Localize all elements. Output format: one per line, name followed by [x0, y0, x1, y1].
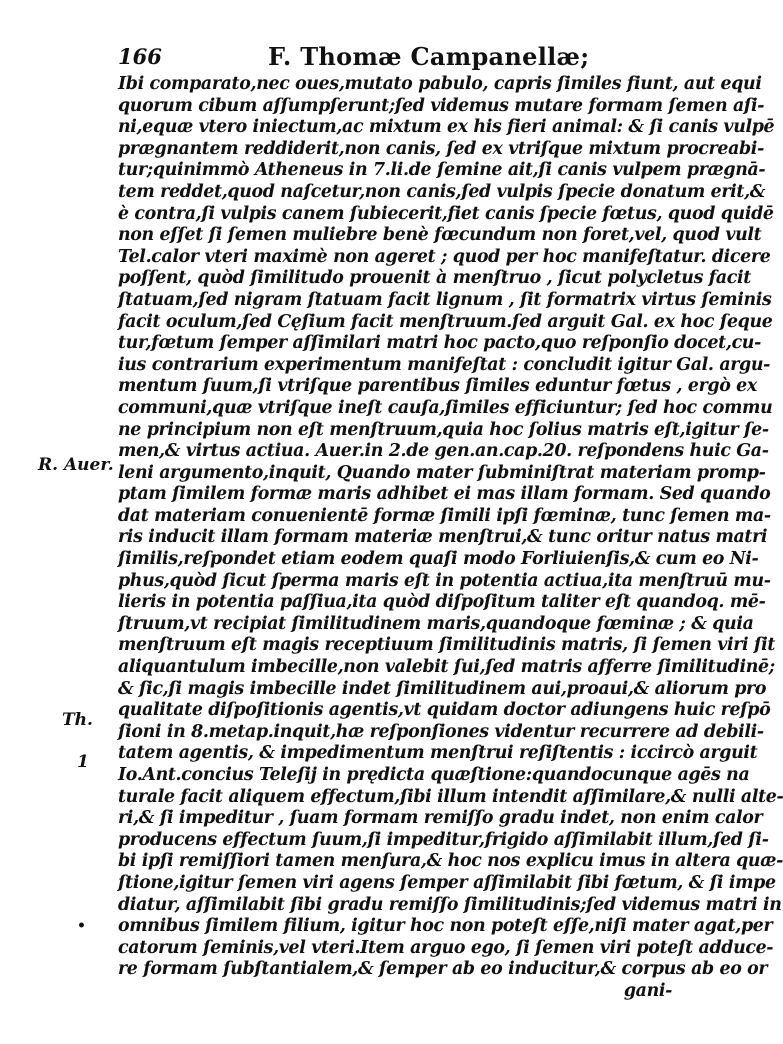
text-line: ſtione,igitur ſemen viri agens ſemper aſſimilabit ſibi fœtum, & ſi impe	[118, 872, 776, 893]
page-number: 166	[118, 44, 162, 69]
text-line: non eſſet ſi ſemen muliebre benè fœcundum non foret,vel, quod vult	[118, 225, 762, 246]
text-line: omnibus ſimilem filium, igitur hoc non poteſt eſſe,niſi mater agat,per	[118, 916, 773, 937]
text-line: tur;quinimmò Atheneus in 7.li.de ſemine ait,ſi canis vulpem prægnā-	[118, 160, 766, 181]
text-line: communi,quæ vtriſque ineſt cauſa,ſimiles efficiuntur; ſed hoc commu	[118, 397, 773, 418]
text-line: diatur, aſſimilabit ſibi gradu remiſſo ſimilitudinis;ſed videmus matri in	[118, 894, 782, 915]
text-line: ſimilis,reſpondet etiam eodem quaſi modo Forliuienſis,& cum eo Ni-	[118, 549, 759, 570]
running-head: F. Thomæ Campanellæ;	[268, 42, 590, 71]
text-line: poſſent, quòd ſimilitudo prouenit à menſtruo , ſicut polycletus facit	[118, 268, 751, 289]
catchword: gani-	[623, 980, 672, 1001]
text-line: quorum cibum aſſumpſerunt;ſed videmus mutare formam ſemen aſi-	[118, 95, 765, 116]
text-line: ptam ſimilem formæ maris adhibet ei mas illam formam. Sed quando	[118, 484, 771, 505]
text-line: ne principium non eſt menſtruum,quia hoc ſolius matris eſt,igitur ſe-	[118, 419, 769, 440]
text-line: tem reddet,quod naſcetur,non canis,ſed vulpis ſpecie donatum erit,&	[118, 181, 766, 202]
body-text	[118, 74, 783, 1003]
text-line: è contra,ſi vulpis canem ſubiecerit,fiet canis ſpecie fœtus, quod quidē	[118, 203, 774, 224]
text-line: facit oculum,ſed Cęſium facit menſtruum.ſed arguit Gal. ex hoc ſeque	[118, 311, 773, 332]
text-line: turale facit aliquem effectum,ſibi illum intendit aſſimilare,& nulli alte-	[118, 786, 783, 807]
text-line: dat materiam conuenientē formæ ſimili ipſi fœminæ, tunc ſemen ma-	[118, 505, 771, 526]
text-line: re formam ſubſtantialem,& ſemper ab eo inducitur,& corpus ab eo or	[118, 959, 768, 980]
margin-note-dot: •	[77, 918, 86, 934]
margin-note-auer: R. Auer.	[38, 455, 114, 475]
text-line: prægnantem reddiderit,non canis, ſed ex vtriſque mixtum procreabi-	[118, 138, 764, 159]
text-line: phus,quòd ſicut ſperma maris eſt in potentia actiua,ita menſtruū mu-	[118, 570, 771, 591]
text-line: ri,& ſi impeditur , ſuam formam remiſſo gradu indet, non enim calor	[118, 808, 763, 829]
page-header	[118, 44, 658, 74]
text-line: ſtatuam,ſed nigram ſtatuam facit lignum , ſit formatrix virtus ſeminis	[118, 289, 772, 310]
text-line: menſtruum eſt magis receptiuum ſimilitudinis matris, ſi ſemen viri ſit	[118, 635, 776, 656]
margin-note-th: Th.	[62, 710, 93, 730]
text-line: tatem agentis, & impedimentum menſtrui reſiſtentis : iccircò arguit	[118, 743, 758, 764]
text-line: lieris in potentia paſſiua,ita quòd diſpoſitum taliter eſt quandoq. mē-	[118, 592, 766, 613]
margin-note-mark: 1	[77, 752, 89, 772]
text-line: bi ipſi remiſſiori tamen menſura,& hoc nos explicu imus in altera quæ-	[118, 851, 783, 872]
text-line: leni argumento,inquit, Quando mater ſubminiſtrat materiam promp-	[118, 462, 766, 483]
text-line: qualitate diſpoſitionis agentis,vt quidam doctor adiungens huic reſpō	[118, 700, 771, 721]
text-line: ni,equæ vtero iniectum,ac mixtum ex his fieri animal: & ſi canis vulpē	[118, 117, 775, 138]
text-line: men,& virtus actiua. Auer.in 2.de gen.an.cap.20. reſpondens huic Ga-	[118, 441, 769, 462]
text-line: Io.Ant.concius Teleſij in prędicta quæſtione:quandocunque agēs na	[118, 765, 750, 785]
text-line: & ſic,ſi magis imbecille indet ſimilitudinem aui,proaui,& aliorum pro	[118, 678, 767, 699]
text-line: producens effectum ſuum,ſi impeditur,frigido aſſimilabit illum,ſed ſi-	[118, 829, 769, 850]
text-line: ius contrarium experimentum manifeſtat : concludit igitur Gal. argu-	[118, 354, 771, 375]
text-line: ris inducit illam formam materiæ menſtrui,& tunc oritur natus matri	[118, 527, 768, 548]
text-line: tur,fœtum ſemper aſſimilari matri hoc pacto,quo reſponſio docet,cu-	[118, 333, 761, 354]
text-line: Ibi comparato,nec oues,mutato pabulo, capris ſimiles fiunt, aut equi	[118, 74, 762, 94]
text-line: mentum ſuum,ſi vtriſque parentibus ſimiles eduntur fœtus , ergò ex	[118, 376, 757, 397]
text-line: aliquantulum imbecille,non valebit ſui,ſed matris afferre ſimilitudinē;	[118, 657, 775, 678]
text-line: ſtruum,vt recipiat ſimilitudinem maris,quandoque fœminæ ; & quia	[118, 613, 754, 634]
text-line: ſioni in 8.metap.inquit,hæ reſponſiones videntur recurrere ad debili-	[118, 721, 764, 742]
text-line: Tel.calor vteri maximè non ageret ; quod per hoc manifeſtatur. dicere	[118, 246, 771, 267]
text-line: catorum ſeminis,vel vteri.Item arguo ego, ſi ſemen viri poteſt adduce-	[118, 937, 774, 958]
